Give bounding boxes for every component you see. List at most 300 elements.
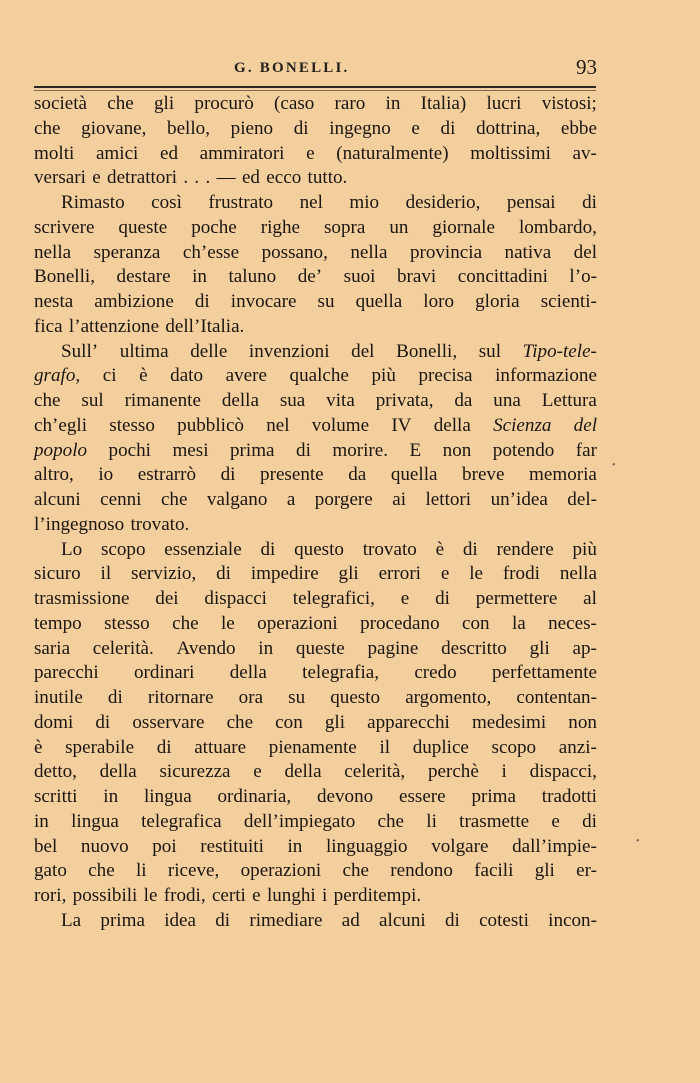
running-title: G. BONELLI. bbox=[234, 60, 350, 76]
text-word: perditempi. bbox=[333, 885, 422, 906]
text-word: Lettura bbox=[541, 390, 597, 411]
text-word: ch’egli bbox=[34, 414, 88, 436]
text-word: rendono bbox=[390, 860, 453, 882]
text-word: gloria bbox=[475, 291, 520, 312]
text-word: e bbox=[551, 810, 560, 832]
text-word: trovato. bbox=[130, 513, 190, 535]
text-word: pensai bbox=[506, 192, 556, 213]
text-word: facili bbox=[474, 860, 514, 882]
text-word: precisa bbox=[418, 365, 473, 387]
text-word: che bbox=[107, 93, 134, 114]
text-word: non bbox=[442, 439, 472, 461]
text-word: che bbox=[88, 860, 115, 882]
text-word: morire. bbox=[332, 439, 389, 461]
text-word: detrattori bbox=[107, 167, 178, 189]
text-word: lucri bbox=[486, 93, 522, 114]
text-word: poche bbox=[191, 216, 237, 238]
text-word: ora bbox=[238, 687, 264, 708]
text-word: possano, bbox=[261, 241, 328, 263]
header-rule bbox=[34, 86, 596, 88]
text-word: di bbox=[156, 736, 172, 758]
text-line bbox=[34, 760, 597, 785]
text-word: invocare bbox=[230, 291, 297, 312]
text-line bbox=[34, 364, 597, 389]
text-word: linguaggio bbox=[325, 835, 408, 857]
text-word: Bonelli, bbox=[34, 266, 95, 288]
text-word: scopo bbox=[100, 538, 146, 560]
text-word: ch’esse bbox=[182, 241, 240, 263]
text-word: pagine bbox=[367, 637, 419, 659]
text-word: delle bbox=[190, 340, 228, 362]
text-word: invenzioni bbox=[248, 340, 330, 362]
text-word: celerità. bbox=[92, 637, 154, 659]
text-word: gli bbox=[338, 563, 359, 585]
text-word: nativa bbox=[504, 241, 552, 263]
text-line bbox=[34, 859, 597, 884]
text-word: lombardo, bbox=[518, 216, 597, 238]
text-word: poi bbox=[152, 835, 177, 857]
text-word: perchè bbox=[427, 761, 479, 783]
text-word: del bbox=[351, 340, 375, 362]
text-word: della bbox=[221, 390, 259, 411]
text-word: i bbox=[322, 885, 328, 906]
text-word: av- bbox=[572, 142, 597, 164]
text-word: dato bbox=[170, 365, 204, 387]
text-word: telegrafica bbox=[141, 810, 222, 832]
margin-mark: • bbox=[612, 460, 616, 471]
text-word: domi bbox=[34, 711, 74, 733]
text-word: porgere bbox=[314, 489, 373, 510]
text-word: della bbox=[229, 662, 267, 684]
text-line bbox=[34, 884, 597, 909]
text-word: e bbox=[411, 117, 420, 139]
text-word: e bbox=[400, 588, 410, 609]
text-word: argomento, bbox=[405, 687, 492, 708]
text-line bbox=[34, 340, 597, 365]
text-word: nella bbox=[559, 563, 597, 585]
text-word: e bbox=[440, 563, 450, 585]
text-line bbox=[34, 587, 597, 612]
text-word: ammiratori bbox=[199, 142, 285, 164]
text-word: . bbox=[194, 167, 200, 189]
text-word: pieno bbox=[230, 117, 274, 139]
text-word: rendere bbox=[496, 538, 554, 560]
text-word: che bbox=[34, 390, 61, 411]
text-word: apparecchi bbox=[367, 711, 450, 733]
text-word: destare bbox=[116, 266, 171, 288]
text-word: saria bbox=[34, 637, 71, 659]
text-word: nella bbox=[34, 241, 72, 263]
text-word: che bbox=[172, 612, 199, 634]
text-word: parecchi bbox=[34, 662, 99, 684]
text-word: ap- bbox=[572, 637, 597, 659]
text-word: nuovo bbox=[80, 835, 129, 857]
text-word: stesso bbox=[109, 414, 155, 436]
text-word: dottrina, bbox=[476, 117, 541, 139]
text-word: un bbox=[389, 216, 409, 238]
text-line bbox=[34, 142, 597, 167]
text-word: IV bbox=[391, 414, 412, 436]
text-word: al bbox=[583, 588, 597, 609]
text-word: dall’impie- bbox=[512, 835, 597, 857]
text-word: speranza bbox=[93, 241, 161, 263]
text-word: di bbox=[435, 588, 450, 609]
text-word: sopra bbox=[323, 216, 366, 238]
text-word: una bbox=[493, 390, 521, 411]
text-word: scienti- bbox=[540, 291, 597, 312]
text-word: i bbox=[501, 761, 507, 783]
text-word: è bbox=[34, 736, 43, 758]
text-word: far bbox=[575, 439, 597, 461]
text-line bbox=[34, 686, 597, 711]
text-word: scopo bbox=[491, 736, 537, 758]
text-word: ultima bbox=[119, 340, 169, 362]
text-word: ebbe bbox=[560, 117, 597, 139]
text-line bbox=[34, 166, 597, 191]
text-line bbox=[34, 785, 597, 810]
text-word: le bbox=[143, 885, 158, 906]
text-word: popolo bbox=[34, 439, 88, 461]
text-line bbox=[34, 290, 597, 315]
text-word: questo bbox=[294, 538, 344, 560]
page-number: 93 bbox=[576, 55, 597, 79]
text-word: questo bbox=[330, 687, 381, 708]
text-word: le bbox=[220, 612, 235, 634]
text-word: di bbox=[444, 909, 460, 931]
text-word: lettori bbox=[425, 489, 472, 510]
text-word: gli bbox=[529, 637, 550, 659]
text-word: in bbox=[192, 266, 207, 288]
text-word: potendo bbox=[492, 439, 555, 461]
text-word: anzi- bbox=[558, 736, 597, 758]
text-line bbox=[34, 909, 597, 934]
text-word: descritto bbox=[441, 637, 507, 659]
text-word: detto, bbox=[34, 761, 77, 783]
text-line bbox=[34, 612, 597, 637]
text-word: prima bbox=[229, 439, 275, 461]
text-word: e bbox=[253, 761, 262, 783]
text-word: su bbox=[317, 291, 335, 312]
text-word: volgare bbox=[431, 835, 489, 857]
text-word: che bbox=[226, 711, 254, 733]
text-line bbox=[34, 562, 597, 587]
header-rule-secondary bbox=[34, 90, 596, 91]
text-word: nel bbox=[266, 414, 290, 436]
text-word: breve bbox=[462, 464, 505, 486]
text-word: che bbox=[377, 810, 405, 832]
text-line bbox=[34, 265, 597, 290]
text-word: grafo, bbox=[34, 365, 81, 387]
text-line bbox=[34, 216, 597, 241]
text-line bbox=[34, 241, 597, 266]
text-word: dispacci, bbox=[529, 761, 597, 783]
text-word: di bbox=[296, 439, 311, 461]
text-word: gli bbox=[324, 711, 346, 733]
text-word: Sull’ bbox=[61, 340, 99, 362]
text-word: di bbox=[107, 687, 123, 708]
text-word: alcuni bbox=[379, 909, 426, 931]
text-word: valgano bbox=[206, 489, 268, 510]
text-word: ecco bbox=[266, 167, 302, 189]
text-word: e bbox=[92, 167, 101, 189]
text-word: queste bbox=[118, 216, 168, 238]
text-word: tempo bbox=[34, 612, 82, 634]
text-word: cotesti bbox=[479, 909, 529, 931]
text-word: l’o- bbox=[569, 266, 597, 288]
text-word: e bbox=[306, 142, 315, 164]
text-word: ai bbox=[392, 489, 407, 510]
text-word: giornale bbox=[432, 216, 495, 238]
text-word: prima bbox=[100, 909, 145, 931]
text-word: su bbox=[288, 687, 306, 708]
text-word: mesi bbox=[172, 439, 209, 461]
text-word: procedano bbox=[360, 612, 440, 634]
text-word: neces- bbox=[548, 612, 597, 634]
text-line bbox=[34, 92, 597, 117]
text-word: . bbox=[183, 167, 189, 189]
text-word: operazioni bbox=[240, 860, 322, 882]
text-word: trasmette bbox=[459, 810, 530, 832]
text-word: raro bbox=[334, 93, 366, 114]
text-word: pienamente bbox=[268, 736, 357, 758]
text-word: società bbox=[34, 93, 88, 114]
running-head bbox=[34, 54, 597, 84]
text-word: altro, bbox=[34, 464, 74, 486]
text-word: sperabile bbox=[65, 736, 135, 758]
body-text bbox=[34, 92, 597, 934]
text-word: riceve, bbox=[167, 860, 220, 882]
text-line bbox=[34, 661, 597, 686]
text-word: certi bbox=[211, 885, 246, 906]
text-word: nella bbox=[350, 241, 388, 263]
text-word: lunghi bbox=[266, 885, 316, 906]
text-word: frodi bbox=[502, 563, 540, 585]
text-word: sul bbox=[478, 340, 502, 362]
text-word: pubblicò bbox=[177, 414, 244, 436]
text-word: la bbox=[511, 612, 526, 634]
text-word: del bbox=[573, 414, 597, 436]
text-word: di bbox=[440, 117, 456, 139]
text-line bbox=[34, 439, 597, 464]
text-word: concittadini bbox=[457, 266, 548, 288]
text-word: bel bbox=[34, 835, 58, 857]
text-word: Bonelli, bbox=[396, 340, 458, 362]
text-word: e bbox=[252, 885, 261, 906]
text-word: sua bbox=[279, 390, 306, 411]
text-word: ambizione bbox=[94, 291, 174, 312]
text-line bbox=[34, 835, 597, 860]
text-word: devono bbox=[316, 786, 374, 807]
text-word: lingua bbox=[143, 786, 192, 807]
text-word: errori bbox=[378, 563, 421, 585]
text-word: Tipo-tele- bbox=[522, 340, 597, 362]
text-word: che bbox=[34, 117, 61, 139]
text-word: è bbox=[139, 365, 148, 387]
text-word: informazione bbox=[495, 365, 597, 387]
text-word: di bbox=[194, 291, 210, 312]
text-word: di bbox=[220, 464, 236, 486]
text-word: taluno bbox=[228, 266, 277, 288]
text-word: rimanente bbox=[124, 390, 201, 411]
text-word: memoria bbox=[529, 464, 597, 486]
text-word: queste bbox=[295, 637, 345, 659]
text-word: telegrafici, bbox=[292, 588, 375, 609]
text-word: presente bbox=[260, 464, 324, 486]
text-word: ingegno bbox=[329, 117, 391, 139]
text-word: bello, bbox=[167, 117, 210, 139]
text-word: possibili bbox=[72, 885, 138, 906]
text-word: in bbox=[258, 637, 274, 659]
text-word: frodi, bbox=[163, 885, 206, 906]
text-word: operazioni bbox=[257, 612, 338, 634]
text-word: essenziale bbox=[164, 538, 242, 560]
text-word: alcuni bbox=[34, 489, 81, 510]
text-word: — bbox=[216, 167, 236, 189]
text-word: perfettamente bbox=[492, 662, 597, 684]
text-line bbox=[34, 191, 597, 216]
text-word: trovato bbox=[362, 538, 417, 560]
text-word: ci bbox=[102, 365, 117, 387]
text-word: da bbox=[348, 464, 367, 486]
text-word: prima bbox=[471, 786, 516, 807]
text-word: l’ingegnoso bbox=[34, 513, 125, 535]
text-word: permettere bbox=[475, 588, 558, 609]
text-word: frustrato bbox=[208, 192, 274, 213]
text-word: impedire bbox=[250, 563, 319, 585]
text-word: un’idea bbox=[490, 489, 548, 510]
text-word: in bbox=[34, 810, 49, 832]
text-word: molti bbox=[34, 142, 75, 164]
text-word: trasmissione bbox=[34, 588, 130, 609]
text-word: ordinari bbox=[133, 662, 195, 684]
text-word: (naturalmente) bbox=[336, 142, 449, 164]
text-word: nesta bbox=[34, 291, 74, 312]
text-word: inutile bbox=[34, 687, 83, 708]
text-word: quella bbox=[355, 291, 403, 312]
text-word: è bbox=[435, 538, 445, 560]
text-word: gli bbox=[534, 860, 555, 882]
text-word: Scienza bbox=[493, 414, 552, 436]
text-word: di bbox=[582, 192, 597, 213]
text-word: vita bbox=[326, 390, 355, 411]
text-word: essere bbox=[398, 786, 446, 807]
text-word: E bbox=[409, 439, 422, 461]
text-word: scrivere bbox=[34, 216, 95, 238]
text-word: che bbox=[160, 489, 188, 510]
text-word: amici bbox=[95, 142, 139, 164]
text-word: duplice bbox=[412, 736, 469, 758]
text-word: di bbox=[215, 909, 231, 931]
text-word: Avendo bbox=[176, 637, 236, 659]
text-word: li bbox=[426, 810, 437, 832]
text-word: da bbox=[454, 390, 473, 411]
text-word: quella bbox=[390, 464, 438, 486]
text-word: rimediare bbox=[249, 909, 323, 931]
text-word: di bbox=[293, 117, 309, 139]
text-word: ed bbox=[160, 142, 179, 164]
text-word: più bbox=[572, 538, 597, 560]
text-word: desiderio, bbox=[405, 192, 481, 213]
text-word: ordinaria, bbox=[217, 786, 292, 807]
text-word: del bbox=[573, 241, 597, 263]
text-word: le bbox=[469, 563, 483, 585]
text-word: dell’Italia. bbox=[165, 315, 245, 337]
text-word: Italia) bbox=[420, 93, 467, 114]
text-word: suoi bbox=[343, 266, 376, 288]
text-word: di bbox=[462, 538, 478, 560]
text-line bbox=[34, 637, 597, 662]
text-word: vistosi; bbox=[541, 93, 597, 114]
text-word: dei bbox=[155, 588, 179, 609]
text-word: provincia bbox=[409, 241, 483, 263]
text-word: stesso bbox=[104, 612, 150, 634]
text-word: versari bbox=[34, 167, 86, 189]
text-word: attuare bbox=[194, 736, 247, 758]
text-word: gato bbox=[34, 860, 67, 882]
text-line bbox=[34, 463, 597, 488]
text-word: procurò bbox=[194, 93, 254, 114]
text-line bbox=[34, 414, 597, 439]
text-word: telegrafia, bbox=[302, 662, 380, 684]
margin-mark: • bbox=[636, 836, 640, 847]
text-word: il bbox=[100, 563, 112, 585]
text-word: sicuro bbox=[34, 563, 81, 585]
text-word: volume bbox=[311, 414, 370, 436]
text-word: della bbox=[433, 414, 471, 436]
text-word: in bbox=[385, 93, 401, 114]
text-word: mio bbox=[349, 192, 380, 213]
text-line bbox=[34, 711, 597, 736]
text-word: lingua bbox=[71, 810, 119, 832]
text-word: del- bbox=[567, 489, 597, 510]
text-word: l’attenzione bbox=[68, 315, 160, 337]
text-word: bravi bbox=[397, 266, 437, 288]
text-word: cenni bbox=[100, 489, 142, 510]
text-word: Rimasto bbox=[61, 192, 125, 213]
text-word: La bbox=[61, 909, 82, 931]
text-word: dell’impiegato bbox=[243, 810, 356, 832]
text-word: incon- bbox=[548, 909, 597, 931]
text-word: dispacci bbox=[204, 588, 267, 609]
text-word: avere bbox=[225, 365, 267, 387]
text-word: moltissimi bbox=[470, 142, 551, 164]
text-word: giovane, bbox=[81, 117, 147, 139]
text-word: ed bbox=[241, 167, 260, 189]
text-word: credo bbox=[414, 662, 457, 684]
text-word: più bbox=[371, 365, 396, 387]
text-word: di bbox=[216, 563, 231, 585]
text-word: di bbox=[582, 810, 597, 832]
text-word: de’ bbox=[297, 266, 323, 288]
text-line bbox=[34, 488, 597, 513]
text-word: qualche bbox=[289, 365, 349, 387]
text-word: tutto. bbox=[307, 167, 348, 189]
text-word: con bbox=[275, 711, 303, 733]
text-word: loro bbox=[423, 291, 455, 312]
text-word: sicurezza bbox=[159, 761, 231, 783]
text-word: er- bbox=[576, 860, 597, 882]
text-word: a bbox=[286, 489, 296, 510]
text-word: io bbox=[98, 464, 114, 486]
text-line bbox=[34, 736, 597, 761]
text-word: servizio, bbox=[131, 563, 197, 585]
text-word: che bbox=[342, 860, 369, 882]
text-word: scritti bbox=[34, 786, 78, 807]
text-word: tradotti bbox=[541, 786, 597, 807]
text-line bbox=[34, 538, 597, 563]
text-word: restituiti bbox=[200, 835, 264, 857]
text-word: nel bbox=[299, 192, 323, 213]
